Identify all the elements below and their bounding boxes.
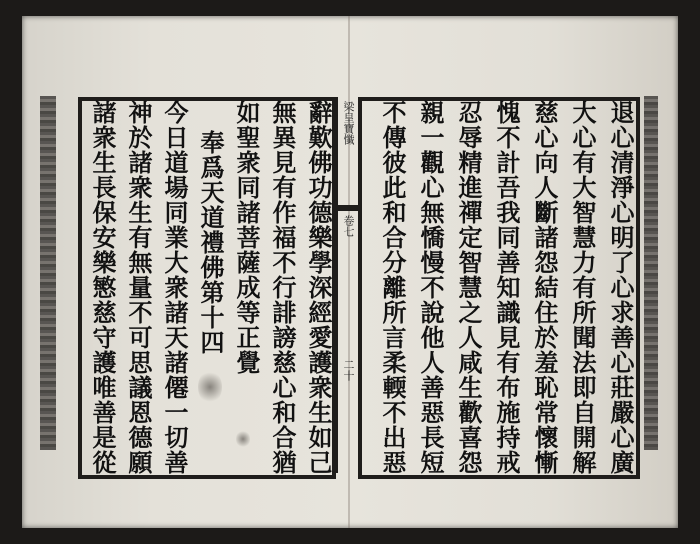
fish-tail-mark <box>338 205 358 211</box>
text-column-left-6: 神於諸衆生有無量不可思議恩德願 <box>124 100 153 475</box>
text-column-left-3: 如聖衆同諸菩薩成等正覺 <box>232 100 261 375</box>
text-column-right-2: 大心有大智慧力有所聞法即自開解 <box>568 100 597 475</box>
page-number: 二十 <box>342 359 355 381</box>
text-column-left-1: 辭歎佛功德樂學深經愛護衆生如己 <box>304 100 333 475</box>
text-column-right-3: 慈心向人斷諸怨結住於羞恥常懷慚 <box>530 100 559 475</box>
book-title-label: 梁皇寶懺 <box>342 101 355 145</box>
left-edge-shadow <box>40 96 56 450</box>
text-column-right-4: 愧不計吾我同善知識見有布施持戒 <box>492 100 521 475</box>
right-edge-shadow <box>644 96 658 450</box>
text-column-right-1: 退心清淨心明了心求善心莊嚴心廣 <box>606 100 635 475</box>
text-column-right-5: 忍辱精進禪定智慧之人咸生歡喜怨 <box>454 100 483 475</box>
volume-label: 卷七 <box>342 215 355 237</box>
section-heading: 奉爲天道禮佛第十四 <box>196 130 225 355</box>
right-text-frame <box>358 97 640 479</box>
center-margin-strip <box>336 97 360 473</box>
ink-smudge <box>198 370 222 404</box>
left-text-frame <box>78 97 336 479</box>
text-column-left-7: 諸衆生長保安樂慜慈守護唯善是從 <box>88 100 117 475</box>
text-column-left-5: 今日道場同業大衆諸天諸僊一切善 <box>160 100 189 475</box>
ink-smudge <box>236 430 250 448</box>
text-column-left-2: 無異見有作福不行誹謗慈心和合猶 <box>268 100 297 475</box>
text-column-right-7: 不傳彼此和合分離所言柔輭不出惡 <box>378 100 407 475</box>
text-column-right-6: 親一觀心無憍慢不說他人善惡長短 <box>416 100 445 475</box>
